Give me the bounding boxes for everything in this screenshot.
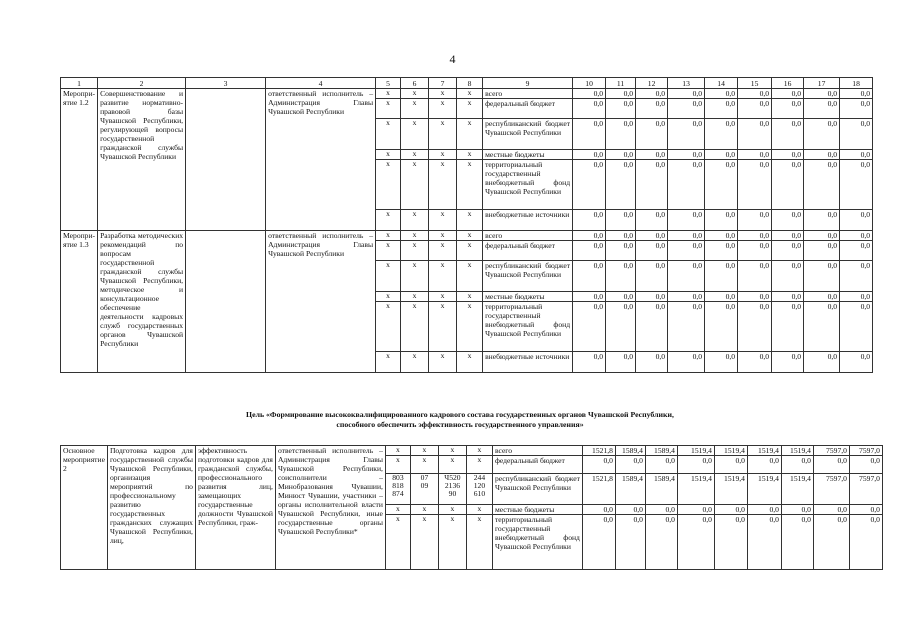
budget-code: x	[466, 456, 492, 474]
amount-cell: 0,0	[804, 302, 840, 352]
amount-cell: 1519,4	[714, 446, 747, 456]
amount-cell: 0,0	[781, 515, 813, 570]
funding-source: федеральный бюджет	[483, 99, 573, 119]
amount-cell: 0,0	[772, 292, 804, 302]
budget-code: x	[466, 446, 492, 456]
budget-code: x	[401, 89, 429, 99]
column-number: 9	[483, 78, 573, 89]
column-number: 2	[98, 78, 186, 89]
amount-cell: 0,0	[738, 261, 772, 292]
column-number: 8	[457, 78, 483, 89]
amount-cell: 0,0	[668, 150, 705, 160]
amount-cell: 0,0	[738, 160, 772, 210]
amount-cell: 0,0	[573, 292, 606, 302]
funding-source: территориальный государственный внебюджетный фонд Чувашской Республики	[492, 515, 582, 570]
budget-code: x	[457, 302, 483, 352]
budget-code: x	[410, 446, 438, 456]
amount-cell: 0,0	[615, 505, 645, 515]
amount-cell: 0,0	[738, 99, 772, 119]
column-number: 4	[266, 78, 376, 89]
amount-cell: 0,0	[668, 99, 705, 119]
amount-cell: 0,0	[840, 261, 873, 292]
amount-cell: 0,0	[772, 352, 804, 373]
budget-code: x	[457, 352, 483, 373]
responsible-executor: ответственный исполнитель – Администрация Главы Чувашской Республики, соисполнители – Минобразования Чувашии, Минюст Чувашии, участники – органы исполнительной власти Чувашской Республики, иные государственные органы Чувашской Республики*	[275, 446, 385, 570]
amount-cell: 0,0	[738, 210, 772, 231]
column-number: 3	[186, 78, 266, 89]
amount-cell: 0,0	[840, 119, 873, 150]
column-number-row	[61, 78, 873, 89]
budget-code: x	[376, 352, 401, 373]
budget-code: x	[457, 231, 483, 241]
budget-code: x	[429, 119, 457, 150]
budget-code: x	[429, 302, 457, 352]
measure-description: Разработка методических рекомендаций по вопросам государственной гражданской службы Чувашской Республики, методическое и консультационное обеспечение деятельности кадровых служб государственных органов Чувашской Республики	[98, 231, 186, 373]
amount-cell: 0,0	[738, 89, 772, 99]
funding-source: федеральный бюджет	[492, 456, 582, 474]
budget-code: x	[457, 119, 483, 150]
amount-cell: 0,0	[738, 241, 772, 261]
amount-cell: 0,0	[714, 456, 747, 474]
column-number: 10	[573, 78, 606, 89]
amount-cell: 0,0	[714, 515, 747, 570]
amount-cell: 0,0	[573, 150, 606, 160]
amount-cell: 0,0	[840, 210, 873, 231]
budget-code: x	[401, 231, 429, 241]
amount-cell: 0,0	[636, 352, 668, 373]
amount-cell: 0,0	[804, 99, 840, 119]
budget-code: x	[429, 292, 457, 302]
amount-cell: 0,0	[606, 99, 636, 119]
amount-cell: 0,0	[849, 505, 882, 515]
amount-cell: 0,0	[573, 261, 606, 292]
amount-cell: 0,0	[840, 302, 873, 352]
funding-source: республиканский бюджет Чувашской Республики	[483, 261, 573, 292]
amount-cell: 0,0	[705, 241, 738, 261]
budget-code: x	[457, 150, 483, 160]
amount-cell: 0,0	[747, 515, 781, 570]
funding-source: республиканский бюджет Чувашской Республики	[483, 119, 573, 150]
amount-cell: 0,0	[804, 241, 840, 261]
amount-cell: 0,0	[636, 292, 668, 302]
column-number: 16	[772, 78, 804, 89]
amount-cell: 0,0	[636, 119, 668, 150]
budget-code: x	[376, 150, 401, 160]
amount-cell: 0,0	[772, 231, 804, 241]
amount-cell: 0,0	[636, 302, 668, 352]
amount-cell: 0,0	[804, 352, 840, 373]
amount-cell: 0,0	[772, 210, 804, 231]
amount-cell: 0,0	[738, 150, 772, 160]
budget-code: x	[376, 241, 401, 261]
budget-code: x	[438, 505, 466, 515]
amount-cell: 0,0	[705, 261, 738, 292]
budget-code: x	[429, 160, 457, 210]
budget-code: x	[410, 515, 438, 570]
amount-cell: 0,0	[738, 231, 772, 241]
budget-code: x	[376, 302, 401, 352]
amount-cell: 0,0	[615, 456, 645, 474]
amount-cell: 0,0	[804, 210, 840, 231]
budget-code: 803 818 874	[385, 474, 410, 505]
amount-cell: 1519,4	[677, 474, 714, 505]
amount-cell: 0,0	[606, 261, 636, 292]
amount-cell: 1521,8	[582, 474, 615, 505]
goal-line-1: Цель «Формирование высококвалифицированного кадрового состава государственных органов Чувашской Республики,	[246, 410, 674, 419]
amount-cell: 0,0	[677, 456, 714, 474]
amount-cell: 0,0	[668, 119, 705, 150]
budget-code: x	[385, 515, 410, 570]
amount-cell: 1519,4	[781, 446, 813, 456]
amount-cell: 0,0	[573, 241, 606, 261]
column-number: 5	[376, 78, 401, 89]
amount-cell: 1521,8	[582, 446, 615, 456]
table-row	[61, 446, 883, 456]
funding-source: местные бюджеты	[483, 150, 573, 160]
amount-cell: 0,0	[606, 210, 636, 231]
responsible-executor: ответственный исполнитель – Администрация Главы Чувашской Республики	[266, 231, 376, 373]
budget-code: x	[429, 99, 457, 119]
target-indicator	[186, 89, 266, 231]
amount-cell: 0,0	[668, 89, 705, 99]
amount-cell: 0,0	[772, 150, 804, 160]
amount-cell: 1589,4	[615, 446, 645, 456]
budget-code: x	[401, 352, 429, 373]
budget-code: x	[457, 241, 483, 261]
budget-code: x	[466, 505, 492, 515]
amount-cell: 0,0	[606, 89, 636, 99]
amount-cell: 0,0	[582, 515, 615, 570]
amount-cell: 1589,4	[645, 474, 677, 505]
amount-cell: 1519,4	[781, 474, 813, 505]
budget-code: x	[401, 150, 429, 160]
budget-code: x	[401, 99, 429, 119]
amount-cell: 0,0	[714, 505, 747, 515]
budget-code: x	[401, 241, 429, 261]
amount-cell: 0,0	[840, 231, 873, 241]
budget-code: x	[376, 231, 401, 241]
budget-code: x	[457, 99, 483, 119]
budget-code: x	[457, 89, 483, 99]
amount-cell: 0,0	[677, 505, 714, 515]
column-number: 18	[840, 78, 873, 89]
column-number: 7	[429, 78, 457, 89]
amount-cell: 0,0	[840, 292, 873, 302]
amount-cell: 0,0	[705, 150, 738, 160]
funding-source: всего	[483, 231, 573, 241]
budget-code: 244 120 610	[466, 474, 492, 505]
amount-cell: 0,0	[840, 241, 873, 261]
amount-cell: 0,0	[668, 302, 705, 352]
amount-cell: 0,0	[636, 160, 668, 210]
table-row	[61, 89, 873, 99]
amount-cell: 0,0	[804, 119, 840, 150]
budget-code: x	[429, 241, 457, 261]
page-number: 4	[449, 52, 456, 66]
amount-cell: 0,0	[645, 515, 677, 570]
amount-cell: 0,0	[636, 99, 668, 119]
budget-code: 07 09	[410, 474, 438, 505]
amount-cell: 0,0	[636, 210, 668, 231]
funding-source: всего	[483, 89, 573, 99]
funding-source: республиканский бюджет Чувашской Республики	[492, 474, 582, 505]
column-number: 14	[705, 78, 738, 89]
amount-cell: 0,0	[813, 515, 849, 570]
measure-description: Подготовка кадров для государственной службы Чувашской Республики, организация мероприятий по профессиональному развитию государственных гражданских служащих Чувашской Республики, лиц,	[107, 446, 195, 570]
amount-cell: 0,0	[645, 505, 677, 515]
amount-cell: 0,0	[636, 150, 668, 160]
budget-code: x	[429, 231, 457, 241]
budget-code: x	[429, 261, 457, 292]
amount-cell: 7597,0	[849, 474, 882, 505]
amount-cell: 0,0	[606, 292, 636, 302]
measure-label: Меропри-ятие 1.2	[61, 89, 98, 231]
amount-cell: 0,0	[747, 456, 781, 474]
budget-code: x	[429, 352, 457, 373]
budget-code: x	[385, 446, 410, 456]
amount-cell: 0,0	[606, 160, 636, 210]
amount-cell: 0,0	[636, 241, 668, 261]
amount-cell: 0,0	[705, 210, 738, 231]
amount-cell: 1589,4	[645, 446, 677, 456]
amount-cell: 0,0	[804, 292, 840, 302]
amount-cell: 1519,4	[747, 446, 781, 456]
amount-cell: 0,0	[840, 352, 873, 373]
budget-code: x	[466, 515, 492, 570]
measure-description: Совершенствование и развитие нормативно-правовой базы Чувашской Республики, регулирующей вопросы государственной гражданской службы Чувашской Республики	[98, 89, 186, 231]
amount-cell: 0,0	[573, 231, 606, 241]
amount-cell: 0,0	[705, 292, 738, 302]
budget-code: x	[401, 160, 429, 210]
amount-cell: 0,0	[804, 160, 840, 210]
amount-cell: 0,0	[781, 456, 813, 474]
target-indicator: эффективность подготовки кадров для гражданской службы, профессионального развития лиц, замещающих государственные должности Чувашской Республики, граж-	[195, 446, 275, 570]
funding-source: местные бюджеты	[492, 505, 582, 515]
amount-cell: 0,0	[606, 302, 636, 352]
amount-cell: 0,0	[705, 160, 738, 210]
amount-cell: 0,0	[573, 210, 606, 231]
amount-cell: 0,0	[804, 261, 840, 292]
amount-cell: 0,0	[738, 292, 772, 302]
amount-cell: 0,0	[772, 89, 804, 99]
budget-code: x	[376, 89, 401, 99]
amount-cell: 0,0	[840, 150, 873, 160]
amount-cell: 0,0	[772, 160, 804, 210]
budget-code: x	[385, 456, 410, 474]
budget-code: x	[376, 119, 401, 150]
amount-cell: 0,0	[636, 231, 668, 241]
budget-code: x	[401, 292, 429, 302]
budget-code: x	[385, 505, 410, 515]
amount-cell: 0,0	[840, 99, 873, 119]
budget-code: x	[376, 292, 401, 302]
amount-cell: 0,0	[636, 89, 668, 99]
amount-cell: 0,0	[615, 515, 645, 570]
table-row	[61, 231, 873, 241]
amount-cell: 0,0	[677, 515, 714, 570]
column-number: 17	[804, 78, 840, 89]
amount-cell: 0,0	[738, 352, 772, 373]
amount-cell: 0,0	[668, 231, 705, 241]
funding-source: внебюджетные источники	[483, 352, 573, 373]
amount-cell: 0,0	[738, 302, 772, 352]
amount-cell: 0,0	[668, 241, 705, 261]
amount-cell: 0,0	[645, 456, 677, 474]
budget-code: x	[457, 160, 483, 210]
amount-cell: 1519,4	[714, 474, 747, 505]
amount-cell: 0,0	[772, 119, 804, 150]
amount-cell: 0,0	[606, 241, 636, 261]
responsible-executor: ответственный исполнитель – Администрация Главы Чувашской Республики	[266, 89, 376, 231]
measures-table	[60, 77, 873, 373]
amount-cell: 0,0	[668, 160, 705, 210]
amount-cell: 0,0	[705, 119, 738, 150]
funding-source: федеральный бюджет	[483, 241, 573, 261]
amount-cell: 0,0	[606, 231, 636, 241]
goal-heading	[60, 410, 860, 430]
column-number: 6	[401, 78, 429, 89]
amount-cell: 0,0	[573, 352, 606, 373]
amount-cell: 0,0	[606, 119, 636, 150]
amount-cell: 0,0	[840, 89, 873, 99]
amount-cell: 0,0	[582, 456, 615, 474]
amount-cell: 0,0	[705, 352, 738, 373]
amount-cell: 0,0	[668, 261, 705, 292]
budget-code: x	[376, 261, 401, 292]
amount-cell: 0,0	[705, 231, 738, 241]
amount-cell: 0,0	[804, 89, 840, 99]
budget-code: x	[376, 160, 401, 210]
amount-cell: 0,0	[840, 160, 873, 210]
funding-source: территориальный государственный внебюджетный фонд Чувашской Республики	[483, 302, 573, 352]
amount-cell: 0,0	[705, 302, 738, 352]
amount-cell: 0,0	[772, 241, 804, 261]
amount-cell: 0,0	[668, 210, 705, 231]
amount-cell: 1519,4	[747, 474, 781, 505]
amount-cell: 0,0	[705, 99, 738, 119]
measure-label: Основное мероприятие 2	[61, 446, 108, 570]
amount-cell: 7597,0	[813, 446, 849, 456]
funding-source: внебюджетные источники	[483, 210, 573, 231]
amount-cell: 0,0	[772, 261, 804, 292]
amount-cell: 0,0	[582, 505, 615, 515]
amount-cell: 0,0	[849, 456, 882, 474]
funding-source: территориальный государственный внебюджетный фонд Чувашской Республики	[483, 160, 573, 210]
budget-code: x	[457, 292, 483, 302]
amount-cell: 0,0	[772, 302, 804, 352]
amount-cell: 0,0	[849, 515, 882, 570]
budget-code: x	[410, 505, 438, 515]
main-measure-table	[60, 445, 883, 570]
measure-label: Меропри-ятие 1.3	[61, 231, 98, 373]
budget-code: x	[429, 89, 457, 99]
budget-code: x	[457, 210, 483, 231]
amount-cell: 0,0	[804, 231, 840, 241]
goal-line-2: способного обеспечить эффективность государственного управления»	[336, 420, 584, 429]
budget-code: x	[401, 302, 429, 352]
amount-cell: 0,0	[573, 302, 606, 352]
amount-cell: 0,0	[668, 292, 705, 302]
amount-cell: 1519,4	[677, 446, 714, 456]
target-indicator	[186, 231, 266, 373]
amount-cell: 0,0	[772, 99, 804, 119]
funding-source: всего	[492, 446, 582, 456]
amount-cell: 7597,0	[849, 446, 882, 456]
budget-code: x	[429, 210, 457, 231]
budget-code: x	[410, 456, 438, 474]
column-number: 13	[668, 78, 705, 89]
budget-code: x	[457, 261, 483, 292]
column-number: 15	[738, 78, 772, 89]
amount-cell: 0,0	[668, 352, 705, 373]
amount-cell: 7597,0	[813, 474, 849, 505]
amount-cell: 0,0	[606, 150, 636, 160]
amount-cell: 1589,4	[615, 474, 645, 505]
amount-cell: 0,0	[781, 505, 813, 515]
budget-code: x	[438, 446, 466, 456]
amount-cell: 0,0	[636, 261, 668, 292]
amount-cell: 0,0	[573, 89, 606, 99]
column-number: 12	[636, 78, 668, 89]
amount-cell: 0,0	[813, 456, 849, 474]
funding-source: местные бюджеты	[483, 292, 573, 302]
budget-code: x	[438, 515, 466, 570]
budget-code: x	[429, 150, 457, 160]
budget-code: x	[376, 99, 401, 119]
amount-cell: 0,0	[738, 119, 772, 150]
budget-code: x	[401, 119, 429, 150]
budget-code: Ч520 2136 90	[438, 474, 466, 505]
budget-code: x	[438, 456, 466, 474]
column-number: 1	[61, 78, 98, 89]
budget-code: x	[401, 261, 429, 292]
amount-cell: 0,0	[747, 505, 781, 515]
column-number: 11	[606, 78, 636, 89]
amount-cell: 0,0	[804, 150, 840, 160]
amount-cell: 0,0	[606, 352, 636, 373]
amount-cell: 0,0	[813, 505, 849, 515]
amount-cell: 0,0	[573, 119, 606, 150]
budget-code: x	[376, 210, 401, 231]
amount-cell: 0,0	[573, 99, 606, 119]
budget-code: x	[401, 210, 429, 231]
amount-cell: 0,0	[573, 160, 606, 210]
amount-cell: 0,0	[705, 89, 738, 99]
